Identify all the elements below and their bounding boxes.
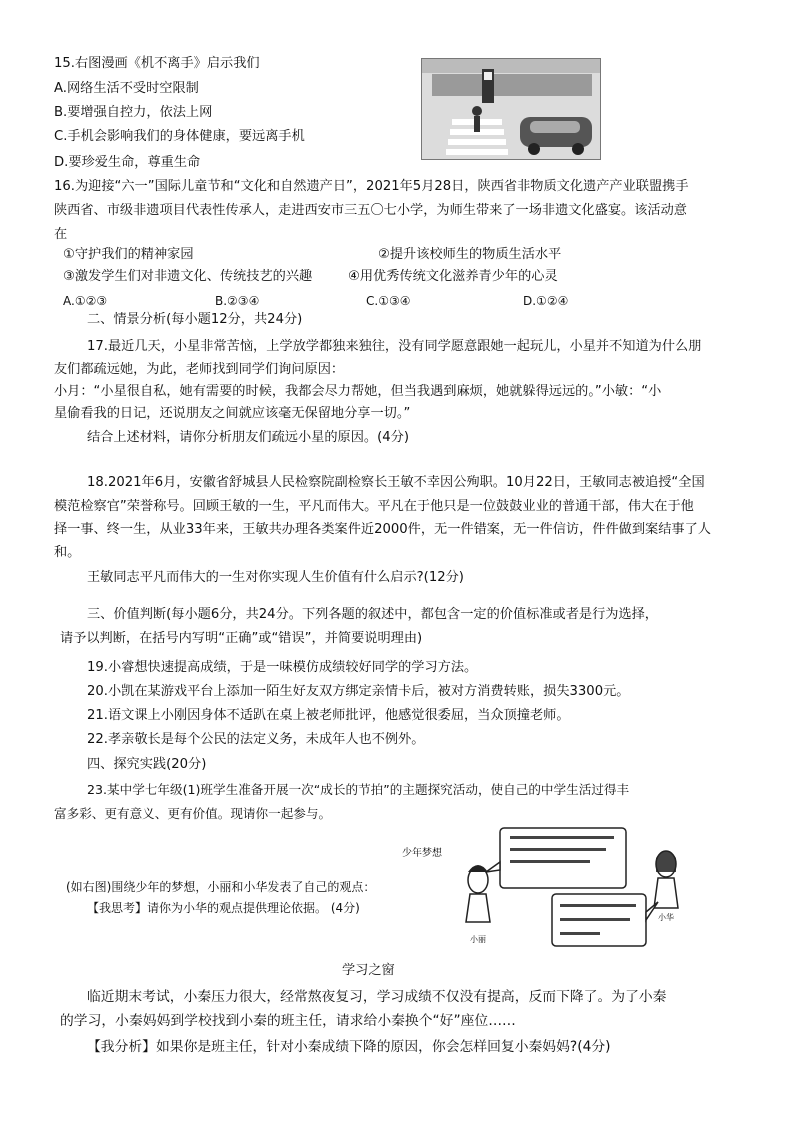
q16-line-3: 在 [54,227,68,242]
q16-choice-a: A.①②③ [63,294,108,308]
q17-line-3: 小月：“小星很自私，她有需要的时候，我都会尽力帮她，但当我遇到麻烦，她就躲得远远的。”小敏：“小 [54,384,662,399]
q15-option-b: B.要增强自控力，依法上网 [54,105,213,120]
q16-line-2: 陕西省、市级非遗项目代表性传承人，走进西安市三五〇七小学，为师生带来了一场非遗文化盛宴。该活动意 [54,203,687,218]
q16-line-1: 16.为迎接“六一”国际儿童节和“文化和自然遗产日”，2021年5月28日，陕西省非物质文化遗产产业联盟携手 [54,179,689,194]
q16-item-1: ①守护我们的精神家园 [63,247,194,262]
q16-item-3: ③激发学生们对非遗文化、传统技艺的兴趣 [63,269,313,284]
section-3-heading-1: 三、价值判断(每小题6分，共24分。下列各题的叙述中，都包含一定的价值标准或者是行为选择， [87,607,658,622]
think-prompt: 【我思考】请你为小华的观点提供理论依据。 (4分) [87,901,360,915]
q16-choice-b: B.②③④ [215,294,260,308]
q18-line-1: 18.2021年6月，安徽省舒城县人民检察院副检察长王敏不幸因公殉职。10月22日，王敏同志被追授“全国 [87,475,705,490]
q15-option-d: D.要珍爱生命，尊重生命 [54,155,201,170]
q16-choice-c: C.①③④ [366,294,411,308]
q16-item-2: ②提升该校师生的物质生活水平 [378,247,562,262]
q18-line-2: 模范检察官”荣誉称号。回顾王敏的一生，平凡而伟大。平凡在于他只是一位鼓鼓业业的普通干部，伟大在于他 [54,499,694,514]
passage-line-2: 的学习，小秦妈妈到学校找到小秦的班主任，请求给小秦换个“好”座位…… [60,1013,516,1029]
q20: 20.小凯在某游戏平台上添加一陌生好友双方绑定亲情卡后，被对方消费转账，损失3300元。 [87,684,630,699]
dialogue-figure [462,822,694,954]
q18-question: 王敏同志平凡而伟大的一生对你实现人生价值有什么启示?(12分) [87,570,464,585]
q21: 21.语文课上小刚因身体不适趴在桌上被老师批评，他感觉很委屈，当众顶撞老师。 [87,708,570,723]
q17-line-4: 星偷看我的日记，还说朋友之间就应该毫无保留地分享一切。” [54,406,411,421]
speaker-right-name: 小华 [658,913,674,922]
section-3-heading-2: 请予以判断，在括号内写明“正确”或“错误”，并简要说明理由) [60,631,423,646]
q22: 22.孝亲敬长是每个公民的法定义务，未成年人也不例外。 [87,732,425,747]
q15-option-c: C.手机会影响我们的身体健康，要远离手机 [54,129,305,144]
q19: 19.小睿想快速提高成绩，于是一味模仿成绩较好同学的学习方法。 [87,660,478,675]
q15-option-a: A.网络生活不受时空限制 [54,81,199,96]
q16-item-4: ④用优秀传统文化滋养青少年的心灵 [348,269,558,284]
q15-stem: 15.右图漫画《机不离手》启示我们 [54,56,260,71]
q18-line-3: 择一事、终一生，从业33年来，王敏共办理各类案件近2000件，无一件错案，无一件信访，件件做到案结事了人 [54,522,711,537]
analyze-prompt: 【我分析】如果你是班主任，针对小秦成绩下降的原因，你会怎样回复小秦妈妈?(4分) [87,1039,611,1055]
figure-title: 少年梦想 [402,848,442,859]
cartoon-image [421,58,601,160]
section-2-heading: 二、情景分析(每小题12分，共24分) [87,312,303,327]
q23-line-1: 23.某中学七年级(1)班学生准备开展一次“成长的节拍”的主题探究活动，使自己的中学生活过得丰 [87,782,630,797]
speaker-left-name: 小丽 [470,935,486,944]
q17-question: 结合上述材料，请你分析朋友们疏远小星的原因。(4分) [87,430,409,445]
q18-line-4: 和。 [54,545,81,560]
q23-line-2: 富多彩、更有意义、更有价值。现请你一起参与。 [54,806,332,821]
section-4-heading: 四、探究实践(20分) [87,757,207,772]
figure-intro: (如右图)围绕少年的梦想，小丽和小华发表了自己的观点： [66,880,376,894]
study-window-title: 学习之窗 [342,963,395,978]
q17-line-2: 友们都疏远她，为此，老师找到同学们询问原因： [54,362,345,377]
q16-choice-d: D.①②④ [523,294,569,308]
q17-line-1: 17.最近几天，小星非常苦恼，上学放学都独来独往，没有同学愿意跟她一起玩儿，小星并不知道为什么朋 [87,339,702,354]
passage-line-1: 临近期末考试，小秦压力很大，经常熬夜复习，学习成绩不仅没有提高，反而下降了。为了小秦 [87,989,667,1005]
